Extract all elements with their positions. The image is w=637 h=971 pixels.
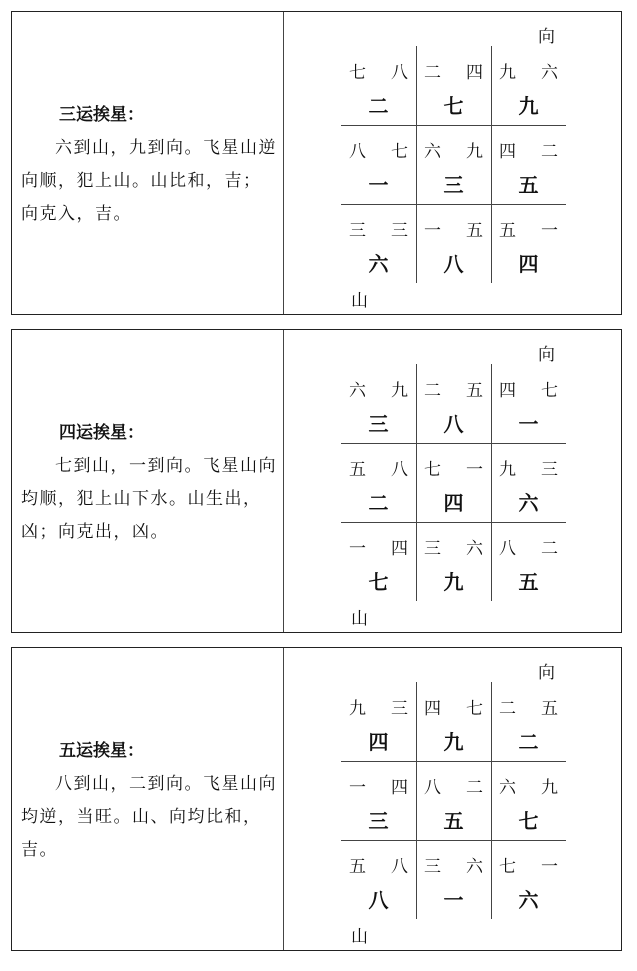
mountain-star: 六: [349, 381, 366, 401]
period-star: 三: [443, 173, 464, 197]
period-star: 七: [518, 809, 539, 833]
mountain-star: 一: [424, 221, 441, 241]
facing-star: 四: [391, 539, 408, 559]
mountain-star: 二: [499, 699, 516, 719]
mountain-star: 九: [349, 699, 366, 719]
grid-cell-r2-c2: [416, 125, 491, 204]
facing-star: 九: [466, 142, 483, 162]
grid-cell-r3-c2: [416, 204, 491, 283]
grid-cell-r2-c1: [341, 125, 416, 204]
description-column: [21, 417, 277, 549]
grid-cell-r1-c3: [491, 364, 566, 443]
grid-cell-r1-c2: [416, 46, 491, 125]
mountain-star: 九: [499, 460, 516, 480]
grid-cell-r2-c2: [416, 443, 491, 522]
grid-cell-r1-c3: [491, 682, 566, 761]
grid-cell-r2-c3: [491, 125, 566, 204]
facing-star: 六: [466, 539, 483, 559]
direction-bottom-label: 山: [351, 927, 368, 947]
panel-title: 四运挨星：: [59, 423, 144, 443]
period-star: 九: [518, 94, 539, 118]
grid-cell-r1-c1: [341, 364, 416, 443]
mountain-star: 五: [499, 221, 516, 241]
mountain-star: 三: [424, 539, 441, 559]
period-star: 三: [368, 809, 389, 833]
period-star: 九: [443, 570, 464, 594]
facing-star: 二: [541, 539, 558, 559]
facing-star: 五: [541, 699, 558, 719]
period-star: 五: [518, 570, 539, 594]
mountain-star: 四: [499, 142, 516, 162]
facing-star: 七: [391, 142, 408, 162]
grid-cell-r3-c1: [341, 840, 416, 919]
facing-star: 六: [541, 63, 558, 83]
period-star: 二: [518, 730, 539, 754]
facing-star: 三: [391, 221, 408, 241]
facing-star: 八: [391, 460, 408, 480]
period-star: 七: [443, 94, 464, 118]
mountain-star: 七: [424, 460, 441, 480]
mountain-star: 二: [424, 63, 441, 83]
mountain-star: 七: [499, 857, 516, 877]
period-star: 八: [368, 888, 389, 912]
mountain-star: 八: [499, 539, 516, 559]
facing-star: 二: [541, 142, 558, 162]
facing-star: 八: [391, 857, 408, 877]
period-star: 五: [518, 173, 539, 197]
facing-star: 九: [391, 381, 408, 401]
direction-top-label: 向: [538, 663, 555, 683]
grid-cell-r1-c1: [341, 682, 416, 761]
column-divider: [283, 648, 284, 950]
facing-star: 九: [541, 778, 558, 798]
mountain-star: 三: [349, 221, 366, 241]
grid-cell-r3-c2: [416, 522, 491, 601]
column-divider: [283, 12, 284, 314]
period-star: 一: [368, 173, 389, 197]
facing-star: 四: [466, 63, 483, 83]
description-column: [21, 735, 277, 867]
grid-cell-r3-c3: [491, 204, 566, 283]
facing-star: 二: [466, 778, 483, 798]
mountain-star: 七: [349, 63, 366, 83]
period-star: 四: [368, 730, 389, 754]
facing-star: 八: [391, 63, 408, 83]
mountain-star: 三: [424, 857, 441, 877]
period-star: 二: [368, 94, 389, 118]
grid-cell-r2-c3: [491, 443, 566, 522]
mountain-star: 六: [499, 778, 516, 798]
period-star: 四: [518, 252, 539, 276]
facing-star: 四: [391, 778, 408, 798]
mountain-star: 四: [424, 699, 441, 719]
facing-star: 三: [391, 699, 408, 719]
panel-2: [11, 329, 622, 633]
facing-star: 三: [541, 460, 558, 480]
facing-star: 七: [466, 699, 483, 719]
period-star: 六: [368, 252, 389, 276]
facing-star: 一: [541, 857, 558, 877]
mountain-star: 一: [349, 778, 366, 798]
period-star: 六: [518, 888, 539, 912]
mountain-star: 五: [349, 460, 366, 480]
grid-cell-r2-c1: [341, 443, 416, 522]
period-star: 二: [368, 491, 389, 515]
mountain-star: 八: [424, 778, 441, 798]
panel-1: [11, 11, 622, 315]
panel-description: 六到山，九到向。飞星山逆向顺，犯上山。山比和，吉；向克入，吉。: [21, 138, 277, 224]
grid-cell-r2-c3: [491, 761, 566, 840]
flying-star-grid: [341, 682, 566, 919]
grid-cell-r3-c2: [416, 840, 491, 919]
panel-description: 八到山，二到向。飞星山向均逆，当旺。山、向均比和，吉。: [21, 774, 277, 860]
panel-3: [11, 647, 622, 951]
facing-star: 一: [466, 460, 483, 480]
grid-cell-r3-c1: [341, 204, 416, 283]
panel-description: 七到山，一到向。飞星山向均顺，犯上山下水。山生出，凶；向克出，凶。: [21, 456, 277, 542]
period-star: 五: [443, 809, 464, 833]
direction-top-label: 向: [538, 27, 555, 47]
period-star: 三: [368, 412, 389, 436]
panel-title: 五运挨星：: [59, 741, 144, 761]
grid-cell-r3-c3: [491, 840, 566, 919]
facing-star: 五: [466, 221, 483, 241]
period-star: 四: [443, 491, 464, 515]
direction-top-label: 向: [538, 345, 555, 365]
facing-star: 一: [541, 221, 558, 241]
column-divider: [283, 330, 284, 632]
mountain-star: 八: [349, 142, 366, 162]
grid-cell-r1-c1: [341, 46, 416, 125]
direction-bottom-label: 山: [351, 609, 368, 629]
grid-cell-r1-c2: [416, 682, 491, 761]
period-star: 八: [443, 412, 464, 436]
mountain-star: 六: [424, 142, 441, 162]
period-star: 一: [518, 412, 539, 436]
mountain-star: 一: [349, 539, 366, 559]
flying-star-grid: [341, 46, 566, 283]
grid-cell-r2-c1: [341, 761, 416, 840]
grid-cell-r3-c3: [491, 522, 566, 601]
description-column: [21, 99, 277, 231]
mountain-star: 五: [349, 857, 366, 877]
period-star: 六: [518, 491, 539, 515]
facing-star: 七: [541, 381, 558, 401]
period-star: 一: [443, 888, 464, 912]
grid-cell-r3-c1: [341, 522, 416, 601]
period-star: 八: [443, 252, 464, 276]
period-star: 九: [443, 730, 464, 754]
grid-cell-r1-c2: [416, 364, 491, 443]
flying-star-grid: [341, 364, 566, 601]
grid-cell-r2-c2: [416, 761, 491, 840]
mountain-star: 四: [499, 381, 516, 401]
mountain-star: 九: [499, 63, 516, 83]
facing-star: 六: [466, 857, 483, 877]
direction-bottom-label: 山: [351, 291, 368, 311]
grid-cell-r1-c3: [491, 46, 566, 125]
facing-star: 五: [466, 381, 483, 401]
panel-title: 三运挨星：: [59, 105, 144, 125]
mountain-star: 二: [424, 381, 441, 401]
period-star: 七: [368, 570, 389, 594]
